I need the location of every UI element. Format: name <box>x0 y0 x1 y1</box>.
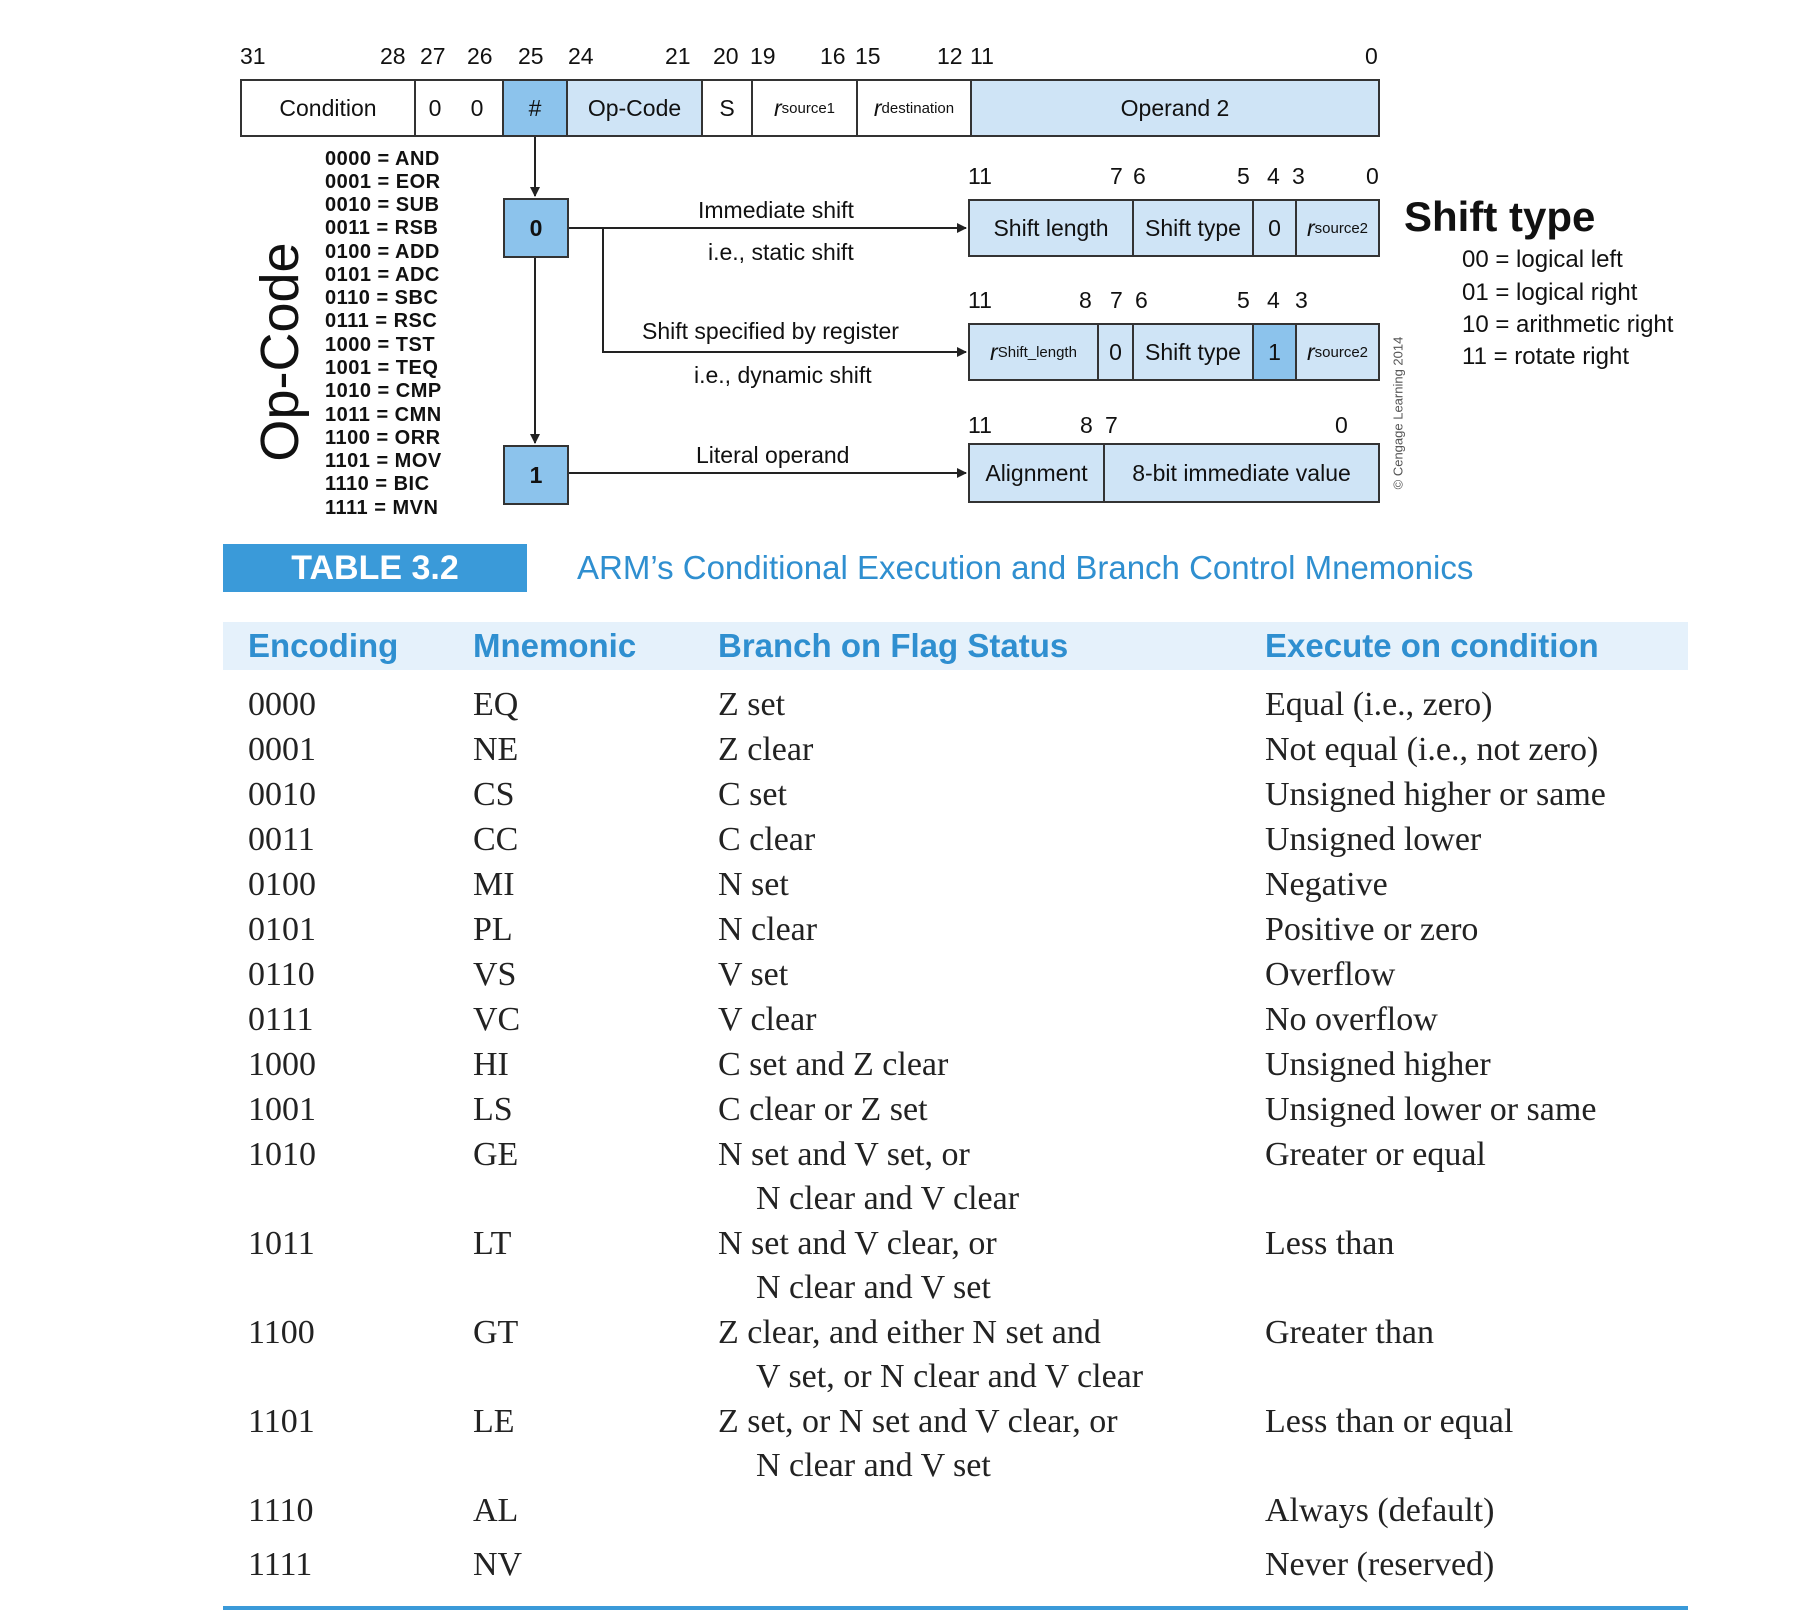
shift-flag-field: 1 <box>1252 323 1297 381</box>
r-letter: r <box>773 94 782 121</box>
immediate-value-field: 8-bit immediate value <box>1103 443 1380 503</box>
opcode-item: 0011 = RSB <box>325 217 439 239</box>
encoding-cell: 0011 <box>248 821 315 858</box>
bit-number: 12 <box>937 43 963 69</box>
shift-type-item: 10 = arithmetic right <box>1462 311 1674 338</box>
condition-cell: Not equal (i.e., not zero) <box>1265 731 1599 768</box>
flag-status-continuation: V set, or N clear and V clear <box>756 1358 1144 1395</box>
encoding-cell: 1101 <box>248 1403 315 1440</box>
condition-field: Condition <box>240 79 416 137</box>
column-header-flag-status: Branch on Flag Status <box>718 627 1069 664</box>
source1-subscript: source1 <box>781 99 836 117</box>
r-letter: r <box>1306 338 1315 365</box>
immediate-shift-label: Immediate shift <box>698 197 854 223</box>
bit-number: 7 <box>1110 287 1123 313</box>
encoding-cell: 1001 <box>248 1091 316 1128</box>
source2-subscript: source2 <box>1314 343 1369 361</box>
bit-number: 0 <box>1335 412 1348 438</box>
bit-number: 24 <box>568 43 594 69</box>
s-bit-field: S <box>701 79 753 137</box>
flag-status-continuation: N clear and V clear <box>756 1180 1020 1217</box>
shift-length-field: Shift length <box>968 199 1134 257</box>
condition-cell: Always (default) <box>1265 1492 1495 1529</box>
condition-cell: Equal (i.e., zero) <box>1265 686 1493 723</box>
condition-cell: No overflow <box>1265 1001 1438 1038</box>
flag-status-cell: N set <box>718 866 789 903</box>
r-letter: r <box>990 338 998 365</box>
encoding-cell: 1110 <box>248 1492 314 1529</box>
column-header-encoding: Encoding <box>248 627 399 664</box>
bit-number: 16 <box>820 43 846 69</box>
flag-status-cell: V clear <box>718 1001 817 1038</box>
alignment-field: Alignment <box>968 443 1105 503</box>
table-bottom-rule <box>223 1606 1688 1610</box>
mnemonic-cell: LE <box>473 1403 515 1440</box>
opcode-item: 1011 = CMN <box>325 404 442 426</box>
flag-status-cell: V set <box>718 956 789 993</box>
encoding-cell: 0111 <box>248 1001 314 1038</box>
encoding-cell: 1111 <box>248 1546 313 1583</box>
source2-field <box>1295 323 1380 381</box>
encoding-cell: 0110 <box>248 956 315 993</box>
mnemonic-cell: VS <box>473 956 517 993</box>
mnemonic-cell: NV <box>473 1546 523 1583</box>
opcode-item: 1110 = BIC <box>325 473 430 495</box>
mnemonic-cell: VC <box>473 1001 521 1038</box>
bit-number: 25 <box>518 43 544 69</box>
bit-number: 0 <box>1366 163 1379 189</box>
opcode-item: 1000 = TST <box>325 334 436 356</box>
flag-status-cell: C clear <box>718 821 816 858</box>
encoding-cell: 0001 <box>248 731 316 768</box>
condition-cell: Overflow <box>1265 956 1396 993</box>
shift-type-item: 11 = rotate right <box>1462 343 1629 370</box>
encoding-cell: 0000 <box>248 686 316 723</box>
flag-status-cell: N set and V set, or <box>718 1136 970 1173</box>
bit-number: 3 <box>1295 287 1308 313</box>
register-shift-label: Shift specified by register <box>642 318 899 344</box>
opcode-item: 1010 = CMP <box>325 380 442 402</box>
encoding-cell: 1011 <box>248 1225 315 1262</box>
encoding-cell: 0010 <box>248 776 316 813</box>
condition-cell: Less than or equal <box>1265 1403 1514 1440</box>
opcode-item: 0000 = AND <box>325 148 440 170</box>
bit-number: 11 <box>970 43 994 69</box>
opcode-item: 0111 = RSC <box>325 310 438 332</box>
bit-number: 4 <box>1267 163 1280 189</box>
zero-bit-field: 0 <box>452 79 504 137</box>
bit-number: 26 <box>467 43 493 69</box>
bit-number: 7 <box>1105 412 1118 438</box>
opcode-item: 0110 = SBC <box>325 287 439 309</box>
flag-status-cell: C clear or Z set <box>718 1091 928 1128</box>
destination-subscript: destination <box>881 99 955 117</box>
mnemonic-cell: AL <box>473 1492 519 1529</box>
encoding-cell: 0101 <box>248 911 316 948</box>
source2-field <box>1295 199 1380 257</box>
zero-bit-field: 0 <box>414 79 454 137</box>
bit-number: 6 <box>1133 163 1146 189</box>
flag-status-cell: N set and V clear, or <box>718 1225 997 1262</box>
bit-number: 11 <box>968 412 992 438</box>
bit-number: 11 <box>968 163 992 189</box>
shift-type-item: 00 = logical left <box>1462 246 1623 273</box>
bit-number: 21 <box>665 43 691 69</box>
mnemonic-cell: PL <box>473 911 513 948</box>
column-header-condition: Execute on condition <box>1265 627 1599 664</box>
encoding-cell: 0100 <box>248 866 316 903</box>
bit-number: 8 <box>1080 412 1093 438</box>
condition-cell: Greater than <box>1265 1314 1434 1351</box>
opcode-item: 1101 = MOV <box>325 450 442 472</box>
shift-type-title: Shift type <box>1404 193 1596 240</box>
mnemonic-cell: MI <box>473 866 515 903</box>
encoding-cell: 1000 <box>248 1046 316 1083</box>
opcode-field: Op-Code <box>566 79 703 137</box>
encoding-cell: 1100 <box>248 1314 315 1351</box>
flag-status-continuation: N clear and V set <box>756 1447 991 1484</box>
bit-number: 15 <box>855 43 881 69</box>
condition-cell: Positive or zero <box>1265 911 1479 948</box>
mnemonic-cell: CC <box>473 821 519 858</box>
shift-type-field: Shift type <box>1132 199 1254 257</box>
bit-number: 19 <box>750 43 776 69</box>
condition-cell: Less than <box>1265 1225 1395 1262</box>
condition-cell: Unsigned lower <box>1265 821 1482 858</box>
bit-number: 3 <box>1292 163 1305 189</box>
bit-number: 0 <box>1365 43 1378 69</box>
flag-status-cell: Z clear <box>718 731 814 768</box>
mnemonic-cell: LS <box>473 1091 513 1128</box>
table-badge: TABLE 3.2 <box>223 544 527 592</box>
mnemonic-cell: LT <box>473 1225 512 1262</box>
column-header-mnemonic: Mnemonic <box>473 627 637 664</box>
opcode-item: 0101 = ADC <box>325 264 440 286</box>
opcode-item: 1100 = ORR <box>325 427 441 449</box>
bit-number: 6 <box>1135 287 1148 313</box>
static-shift-label: i.e., static shift <box>708 239 854 265</box>
bit-number: 27 <box>420 43 446 69</box>
r-letter: r <box>1306 214 1315 241</box>
mnemonic-cell: GE <box>473 1136 519 1173</box>
opcode-item: 0100 = ADD <box>325 241 440 263</box>
immediate-one-box: 1 <box>503 445 569 505</box>
shift-length-subscript: Shift_length <box>997 343 1077 361</box>
table-title: ARM’s Conditional Execution and Branch Control Mnemonics <box>577 549 1474 586</box>
r-letter: r <box>873 94 882 121</box>
bit-number: 5 <box>1237 287 1250 313</box>
condition-cell: Greater or equal <box>1265 1136 1486 1173</box>
flag-status-cell: C set and Z clear <box>718 1046 949 1083</box>
condition-cell: Unsigned lower or same <box>1265 1091 1597 1128</box>
operand2-field: Operand 2 <box>970 79 1380 137</box>
condition-cell: Unsigned higher <box>1265 1046 1491 1083</box>
mnemonic-cell: HI <box>473 1046 509 1083</box>
condition-cell: Unsigned higher or same <box>1265 776 1606 813</box>
literal-operand-label: Literal operand <box>696 442 850 468</box>
immediate-zero-box: 0 <box>503 198 569 258</box>
bit-number: 5 <box>1237 163 1250 189</box>
bit-number: 28 <box>380 43 406 69</box>
opcode-item: 0010 = SUB <box>325 194 440 216</box>
mnemonic-cell: EQ <box>473 686 519 723</box>
flag-status-cell: Z clear, and either N set and <box>718 1314 1101 1351</box>
shift-flag-field: 0 <box>1252 199 1297 257</box>
mnemonic-cell: GT <box>473 1314 519 1351</box>
mnemonic-cell: CS <box>473 776 515 813</box>
bit-number: 8 <box>1079 287 1092 313</box>
flag-status-continuation: N clear and V set <box>756 1269 991 1306</box>
zero-bit-field: 0 <box>1097 323 1134 381</box>
opcode-title: Op-Code <box>250 242 310 462</box>
opcode-item: 1001 = TEQ <box>325 357 439 379</box>
shift-type-field: Shift type <box>1132 323 1254 381</box>
opcode-item: 0001 = EOR <box>325 171 441 193</box>
flag-status-cell: C set <box>718 776 787 813</box>
bit-number: 20 <box>713 43 739 69</box>
condition-cell: Never (reserved) <box>1265 1546 1495 1583</box>
opcode-item: 1111 = MVN <box>325 497 439 519</box>
bit-number: 4 <box>1267 287 1280 313</box>
bit-number: 31 <box>240 43 266 69</box>
copyright-notice: © Cengage Learning 2014 <box>1390 336 1406 490</box>
bit-number: 11 <box>968 287 992 313</box>
mnemonic-cell: NE <box>473 731 519 768</box>
immediate-flag-field: # <box>502 79 568 137</box>
source2-subscript: source2 <box>1314 219 1369 237</box>
flag-status-cell: Z set, or N set and V clear, or <box>718 1403 1118 1440</box>
shift-type-item: 01 = logical right <box>1462 279 1638 306</box>
dynamic-shift-label: i.e., dynamic shift <box>694 362 872 388</box>
encoding-cell: 1010 <box>248 1136 316 1173</box>
shift-length-register-field <box>968 323 1099 381</box>
flag-status-cell: Z set <box>718 686 786 723</box>
bit-number: 7 <box>1110 163 1123 189</box>
flag-status-cell: N clear <box>718 911 818 948</box>
condition-cell: Negative <box>1265 866 1388 903</box>
